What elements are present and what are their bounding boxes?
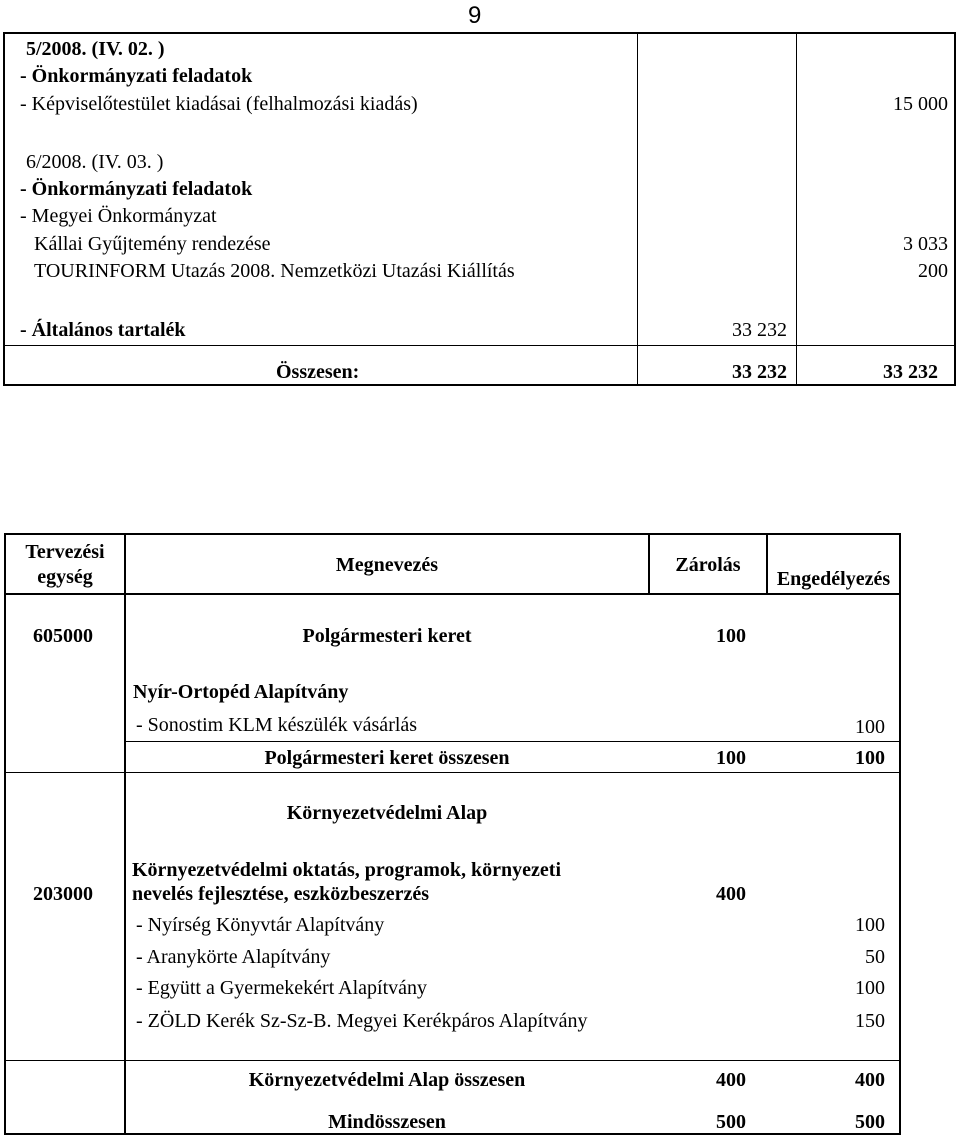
top-table-column-divider-1	[637, 32, 638, 384]
top-table-bottom-border	[3, 384, 956, 386]
table2-left-border	[4, 533, 6, 1135]
section2-desc-line1: Környezetvédelmi oktatás, programok, környezeti	[132, 859, 561, 881]
section2-heading: Környezetvédelmi Alap	[286, 802, 488, 824]
section1-code: 605000	[33, 625, 93, 647]
top-total-label: Összesen:	[276, 361, 360, 383]
section2-desc-zarolas: 400	[716, 883, 746, 905]
section1-total-engedelyezes: 100	[855, 747, 885, 769]
grand-total-label: Mindösszesen	[328, 1111, 446, 1133]
table2-section1-total-top	[126, 741, 901, 742]
block2-item-value: 3 033	[903, 233, 948, 255]
block2-item-label: Kállai Gyűjtemény rendezése	[34, 233, 271, 255]
section2-desc-line2: nevelés fejlesztése, eszközbeszerzés	[132, 883, 430, 905]
section2-item-value: 150	[855, 1010, 885, 1032]
top-total-zarolas: 33 232	[732, 361, 787, 383]
section1-name: Polgármesteri keret	[302, 625, 472, 647]
table2-right-border	[899, 533, 901, 1135]
top-table-right-border	[954, 32, 956, 386]
section1-subheading: Nyír-Ortopéd Alapítvány	[133, 681, 349, 703]
section2-total-engedelyezes: 400	[855, 1069, 885, 1091]
header-name: Megnevezés	[335, 554, 439, 576]
grand-total-zarolas: 500	[716, 1111, 746, 1133]
top-table-total-separator	[3, 345, 956, 346]
section2-item-value: 100	[855, 977, 885, 999]
block2-item-label: TOURINFORM Utazás 2008. Nemzetközi Utazási Kiállítás	[34, 260, 515, 282]
section1-total-label: Polgármesteri keret összesen	[264, 747, 510, 769]
block1-item-value: 15 000	[893, 93, 948, 115]
header-zarolas: Zárolás	[675, 554, 741, 576]
table2-section2-bottom	[4, 1060, 901, 1061]
block2-date: 6/2008. (IV. 03. )	[26, 151, 164, 173]
header-unit-line2: egység	[37, 566, 93, 588]
section2-item-label: - ZÖLD Kerék Sz-Sz-B. Megyei Kerékpáros Alapítvány	[136, 1010, 588, 1032]
top-table-top-border	[3, 32, 956, 34]
section1-item-label: - Sonostim KLM készülék vásárlás	[136, 714, 418, 736]
grand-total-engedelyezes: 500	[855, 1111, 885, 1133]
section1-total-zarolas: 100	[716, 747, 746, 769]
section2-code: 203000	[33, 883, 93, 905]
top-table-column-divider-2	[796, 32, 797, 384]
header-engedelyezes: Engedélyezés	[776, 568, 891, 590]
section2-item-value: 50	[865, 946, 885, 968]
block2-sub: - Megyei Önkormányzat	[20, 205, 217, 227]
section2-item-value: 100	[855, 914, 885, 936]
header-unit-line1: Tervezési	[25, 541, 105, 563]
section1-zarolas: 100	[716, 625, 746, 647]
block1-item-label: - Képviselőtestület kiadásai (felhalmozási kiadás)	[20, 93, 418, 115]
section1-item-value: 100	[855, 716, 885, 738]
section2-item-label: - Nyírség Könyvtár Alapítvány	[136, 914, 385, 936]
top-total-engedelyezes: 33 232	[883, 361, 938, 383]
table2-section1-bottom	[4, 772, 901, 773]
section2-total-label: Környezetvédelmi Alap összesen	[248, 1069, 526, 1091]
section2-item-label: - Aranykörte Alapítvány	[136, 946, 331, 968]
section2-total-zarolas: 400	[716, 1069, 746, 1091]
top-table-left-border	[3, 32, 5, 386]
block1-date: 5/2008. (IV. 02. )	[26, 38, 165, 60]
section2-item-label: - Együtt a Gyermekekért Alapítvány	[136, 977, 428, 999]
block1-category: - Önkormányzati feladatok	[20, 65, 253, 87]
page-number: 9	[468, 2, 482, 29]
reserve-label: - Általános tartalék	[20, 319, 186, 341]
block2-item-value: 200	[918, 260, 948, 282]
block2-category: - Önkormányzati feladatok	[20, 178, 253, 200]
reserve-value: 33 232	[732, 319, 787, 341]
